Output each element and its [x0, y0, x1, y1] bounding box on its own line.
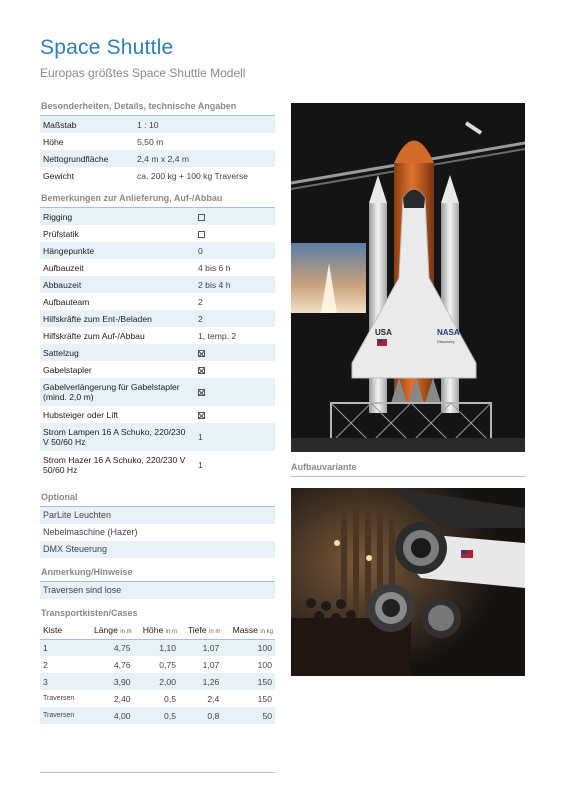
delivery-row: [40, 406, 275, 423]
delivery-row: [40, 242, 275, 259]
column-unit: in m: [208, 629, 221, 636]
transport-cell: 3: [40, 673, 84, 690]
specs-label: Maßstab: [40, 116, 134, 133]
transport-row: [40, 639, 275, 656]
page-subtitle: Europas größtes Space Shuttle Modell: [40, 66, 246, 80]
delivery-label: Hilfskräfte zum Auf-/Abbau: [40, 327, 195, 344]
column-label: Länge: [93, 625, 118, 636]
delivery-row: [40, 259, 275, 276]
transport-cell: 2: [43, 659, 48, 670]
delivery-label: Strom Hazer 16 A Schuko, 220/230 V 50/60 Hz: [40, 451, 195, 479]
delivery-value: 2 bis 4 h: [195, 276, 275, 293]
transport-col-header: [40, 622, 84, 639]
delivery-value: 1: [195, 423, 275, 451]
shuttle-photo: [291, 103, 525, 452]
transport-row: [40, 656, 275, 673]
usa-label: USA: [375, 328, 392, 337]
discovery-label: Discovery: [437, 339, 455, 344]
specs-label: Nettogrundfläche: [40, 150, 134, 167]
delivery-heading: Bemerkungen zur Anlieferung, Auf-/Abbau: [40, 190, 275, 208]
delivery-value: 4 bis 6 h: [195, 259, 275, 276]
transport-cell: 3,90: [84, 673, 133, 690]
transport-cell: 4,75: [84, 639, 133, 656]
specs-row: [40, 133, 275, 150]
column-unit: in m: [120, 629, 132, 636]
transport-cell: 1,07: [179, 639, 222, 656]
checked-box-icon: [198, 350, 205, 357]
transport-cell: 4,76: [113, 659, 131, 670]
delivery-value: [195, 208, 275, 225]
checked-box-icon: [198, 389, 205, 396]
list-item: ParLite Leuchten: [40, 507, 275, 524]
transport-cell: 150: [257, 693, 272, 704]
delivery-value: [195, 378, 275, 406]
delivery-label: Sattelzug: [40, 344, 195, 361]
specs-value: 5,50 m: [134, 133, 275, 150]
list-item: Nebelmaschine (Hazer): [43, 527, 138, 537]
delivery-label: Gabelstapler: [40, 361, 195, 378]
delivery-row: [40, 310, 275, 327]
delivery-value: [195, 361, 275, 378]
transport-heading: Transportkisten/Cases: [41, 608, 138, 618]
specs-table: [40, 116, 275, 184]
delivery-row: [40, 344, 275, 361]
transport-row: [40, 673, 275, 690]
variant-photo: [291, 488, 525, 676]
delivery-value: 2: [195, 310, 275, 327]
delivery-label: Aufbauzeit: [40, 259, 195, 276]
nasa-label: NASA: [437, 328, 460, 337]
delivery-row: [40, 361, 275, 378]
delivery-label: Aufbauteam: [40, 293, 195, 310]
transport-row: [40, 707, 275, 724]
specs-row: [40, 167, 275, 184]
list-item: Traversen sind lose: [40, 582, 275, 599]
delivery-value: 0: [195, 242, 275, 259]
transport-cell: 150: [222, 673, 275, 690]
delivery-row: [40, 293, 275, 310]
left-column: [40, 98, 275, 724]
delivery-label: Hilfskräfte zum Ent-/Beladen: [40, 310, 195, 327]
delivery-row: [40, 327, 275, 344]
delivery-value: [195, 406, 275, 423]
delivery-label: Gabelverlängerung für Gabelstapler (mind. 2,0 m): [40, 378, 195, 406]
transport-cell: Traversen: [43, 695, 75, 702]
specs-label: Höhe: [40, 133, 134, 150]
column-label: Masse: [232, 625, 258, 636]
transport-cell: 2,4: [207, 693, 220, 704]
transport-cell: 1,10: [134, 639, 179, 656]
variant-heading: Aufbauvariante: [291, 462, 525, 477]
specs-label: Gewicht: [40, 167, 134, 184]
delivery-value: 1: [195, 451, 275, 479]
checked-box-icon: [198, 367, 205, 374]
transport-col-header: [222, 622, 275, 639]
delivery-row: [40, 276, 275, 293]
specs-value: 1 : 10: [134, 116, 275, 133]
transport-table: [40, 622, 275, 724]
transport-col-header: [179, 622, 222, 639]
delivery-row: [40, 378, 275, 406]
delivery-label: Strom Lampen 16 A Schuko, 220/230 V 50/60 Hz: [40, 423, 195, 451]
empty-box-icon: [198, 231, 205, 238]
column-label: Höhe: [142, 625, 164, 636]
delivery-row: [40, 208, 275, 225]
transport-cell: 1: [40, 639, 84, 656]
optional-heading: Optional: [40, 489, 275, 507]
transport-cell: 4,00: [84, 707, 133, 724]
delivery-label: Rigging: [40, 208, 195, 225]
delivery-label: Prüfstatik: [40, 225, 195, 242]
delivery-table: [40, 208, 275, 479]
transport-cell: 0,8: [179, 707, 222, 724]
delivery-label: Hubsteiger oder Lift: [40, 406, 195, 423]
delivery-row: [40, 451, 275, 479]
transport-cell: 100: [222, 639, 275, 656]
transport-cell: 1,07: [202, 659, 220, 670]
notes-heading: Anmerkung/Hinweise: [40, 564, 275, 582]
delivery-row: [40, 225, 275, 242]
specs-heading: Besonderheiten, Details, technische Angaben: [40, 98, 275, 116]
specs-value: ca. 200 kg + 100 kg Traverse: [134, 167, 275, 184]
notes-list: [40, 582, 275, 599]
transport-col-header: [84, 622, 133, 639]
column-unit: in m: [165, 629, 177, 636]
delivery-value: [195, 344, 275, 361]
checked-box-icon: [198, 412, 205, 419]
transport-col-header: [134, 622, 179, 639]
transport-cell: 100: [257, 659, 272, 670]
footer-divider: [40, 772, 275, 773]
delivery-value: [195, 225, 275, 242]
transport-cell: 2,40: [113, 693, 131, 704]
empty-box-icon: [198, 214, 205, 221]
column-label: Kiste: [43, 625, 63, 636]
delivery-label: Hängepunkte: [40, 242, 195, 259]
transport-cell: 0,75: [159, 659, 176, 670]
specs-value: 2,4 m x 2,4 m: [134, 150, 275, 167]
specs-row: [40, 116, 275, 133]
delivery-value: 1, temp. 2: [195, 327, 275, 344]
transport-row: [40, 690, 275, 707]
page-title: Space Shuttle: [40, 36, 174, 59]
column-unit: in kg: [260, 629, 273, 636]
delivery-row: [40, 423, 275, 451]
transport-cell: 0,5: [134, 707, 179, 724]
delivery-label: Abbauzeit: [40, 276, 195, 293]
transport-cell: 1,26: [179, 673, 222, 690]
optional-list: [40, 507, 275, 558]
transport-cell: 2,00: [134, 673, 179, 690]
transport-cell: Traversen: [40, 707, 84, 724]
specs-row: [40, 150, 275, 167]
delivery-value: 2: [195, 293, 275, 310]
transport-cell: 0,5: [164, 693, 176, 704]
column-label: Tiefe: [187, 625, 207, 636]
list-item: DMX Steuerung: [40, 541, 275, 558]
transport-cell: 50: [222, 707, 275, 724]
